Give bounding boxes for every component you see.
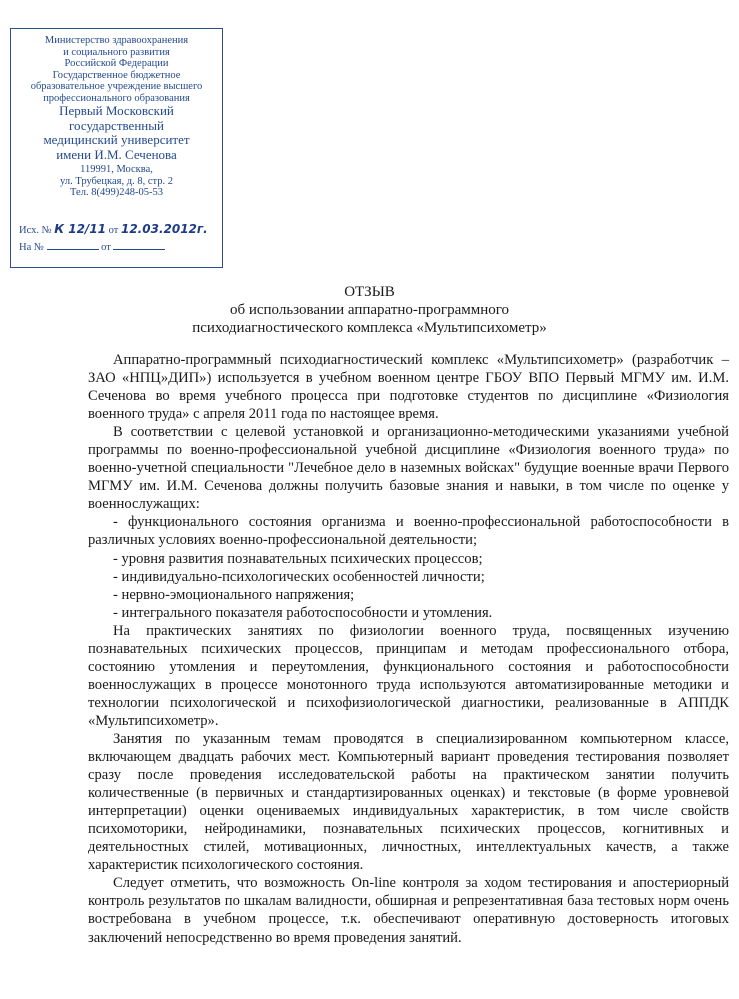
stamp-org-line: образовательное учреждение высшего <box>30 81 203 92</box>
incoming-number-blank <box>47 239 99 250</box>
stamp-org-line: Министерство здравоохранения <box>44 35 189 46</box>
stamp-org-line: и социального развития <box>63 46 170 58</box>
incoming-from-label: от <box>101 242 111 253</box>
stamp-address-line: 119991, Москва, <box>80 164 153 175</box>
document-body <box>88 351 729 947</box>
stamp-phone-line: Тел. 8(499)248-05-53 <box>70 187 163 198</box>
title-line-2: психодиагностического комплекса «Мультипсихометр» <box>192 320 547 336</box>
stamp-org-line: Государственное бюджетное <box>52 69 181 81</box>
document-title <box>0 283 739 337</box>
paragraph-requirements: В соответствии с целевой установкой и организационно-методическими указаниями учебной программы по военно-профессиональной учебной дисциплине «Физиология военного труда» по военно-учетной специальности "Лечебное дело в наземных войсках" будущие военные врачи Первого МГМУ им. И.М. Сеченова должны получить базовые знания и навыки, в том числе по оценке у военнослужащих: <box>88 424 729 513</box>
outgoing-date: 12.03.2012г. <box>120 222 208 236</box>
paragraph-classes: Занятия по указанным темам проводятся в специализированном компьютерном классе, включающем двадцать рабочих мест. Компьютерный вариант проведения тестирования позволяет сразу после проведения исследовательской работы на практическом занятии получить количественные (в первичных и стандартизированных оценках) и текстовые (в форме уровневой интерпретации) оценки оцениваемых индивидуальных характеристик, в том числе свойств психомоторики, нейродинамики, познавательных психических процессов, когнитивных и деятельностных стилей, мотивационных, личностных, интеллектуальных качеств, а также характеристик психологического состояния. <box>88 730 729 874</box>
stamp-university-line: медицинский университет <box>43 132 190 147</box>
list-item: - уровня развития познавательных психических процессов; <box>113 550 483 567</box>
list-item: - функционального состояния организма и военно-профессиональной работоспособности в различных условиях военно-профессиональной деятельности; <box>88 514 729 549</box>
incoming-reference <box>19 239 165 253</box>
stamp-org-line: профессионального образования <box>43 92 190 104</box>
title-heading: ОТЗЫВ <box>344 284 395 300</box>
stamp-university-line: имени И.М. Сеченова <box>56 146 177 162</box>
outgoing-label: Исх. № <box>19 225 52 236</box>
official-stamp <box>10 28 223 268</box>
stamp-university-line: Первый Московский <box>59 103 174 118</box>
stamp-university-line: государственный <box>69 117 164 133</box>
paragraph-practical: На практических занятиях по физиологии военного труда, посвященных изучению познавательных психических процессов, принципам и методам профессионального отбора, состоянию утомления и переутомления, функционального состояния и работоспособности военнослужащих в процессе монотонного труда используются автоматизированные методики и технологии психологической и психофизиологической диагностики, реализованные в АППДК «Мультипсихометр». <box>88 622 729 729</box>
incoming-label: На № <box>19 242 44 253</box>
stamp-org-line: Российской Федерации <box>64 58 169 69</box>
list-item: - индивидуально-психологических особенностей личности; <box>113 568 485 585</box>
outgoing-number: К 12/11 <box>54 222 107 236</box>
title-line-1: об использовании аппаратно-программного <box>229 302 510 318</box>
paragraph-conclusion: Следует отметить, что возможность On-line контроля за ходом тестирования и апостериорный контроль результатов по шкалам валидности, обширная и репрезентативная база тестовых норм очень востребована в учебном процессе, т.к. обеспечивают оперативную достоверность итоговых заключений непосредственно во время проведения занятий. <box>88 875 729 946</box>
outgoing-from-label: от <box>108 225 119 236</box>
outgoing-reference <box>19 222 208 236</box>
stamp-address-line: ул. Трубецкая, д. 8, стр. 2 <box>60 175 173 187</box>
list-item: - нервно-эмоционального напряжения; <box>113 586 355 603</box>
incoming-date-blank <box>113 239 165 250</box>
list-item: - интегрального показателя работоспособности и утомления. <box>113 604 493 621</box>
paragraph-intro: Аппаратно-программный психодиагностический комплекс «Мультипсихометр» (разработчик – ЗАО «НПЦ»ДИП») используется в учебном военном центре ГБОУ ВПО Первый МГМУ им. И.М. Сеченова во время учебного процесса при подготовке студентов по дисциплине «Физиология военного труда» с апреля 2011 года по настоящее время. <box>88 352 729 423</box>
